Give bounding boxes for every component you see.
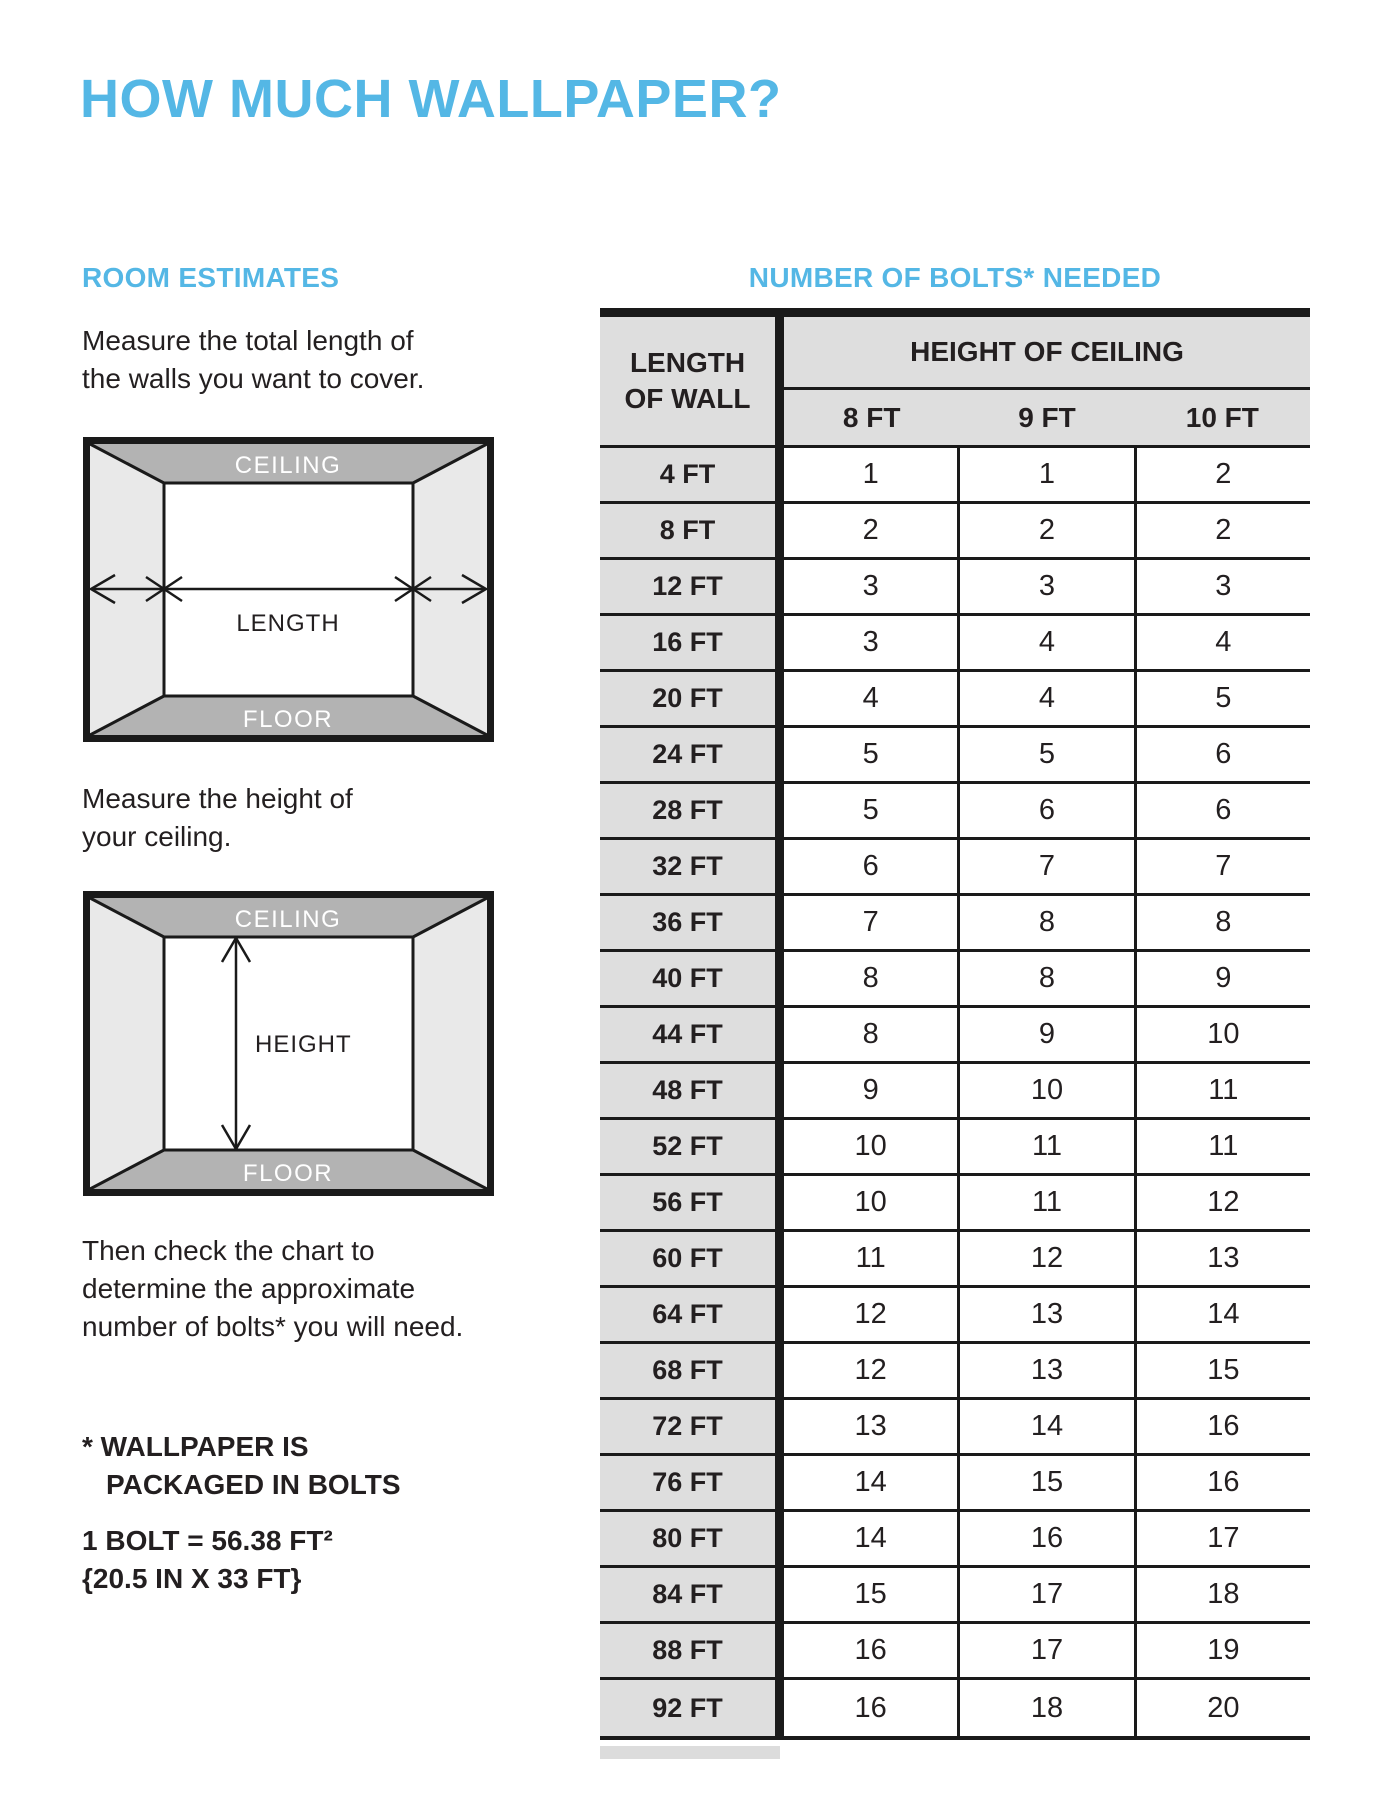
table-row	[600, 448, 1310, 504]
bolt-count-cell: 13	[960, 1288, 1136, 1341]
bolt-count-cell: 13	[784, 1400, 960, 1453]
bolt-count-cell: 8	[1137, 896, 1310, 949]
table-row	[600, 952, 1310, 1008]
bolt-count-cell: 14	[784, 1512, 960, 1565]
floor-label: FLOOR	[242, 706, 334, 733]
wall-length-label: 44 FT	[600, 1008, 784, 1061]
bolt-count-cell: 15	[960, 1456, 1136, 1509]
bolt-count-cell: 11	[960, 1120, 1136, 1173]
wall-length-label: 24 FT	[600, 728, 784, 781]
bolt-count-cell: 14	[960, 1400, 1136, 1453]
wallpaper-footnote	[82, 1428, 401, 1504]
sub-header-9ft: 9 FT	[1018, 401, 1076, 433]
table-row	[600, 672, 1310, 728]
wall-length-label: 72 FT	[600, 1400, 784, 1453]
wall-length-label: 32 FT	[600, 840, 784, 893]
table-row	[600, 1120, 1310, 1176]
bolt-count-cell: 2	[1137, 504, 1310, 557]
bolt-count-cell: 7	[960, 840, 1136, 893]
instruction-chart	[82, 1232, 463, 1346]
length-label: LENGTH	[236, 610, 340, 637]
bolt-count-cell: 5	[1137, 672, 1310, 725]
bolt-count-cell: 15	[1137, 1344, 1310, 1397]
height-of-ceiling-header: HEIGHT OF CEILING	[784, 317, 1310, 390]
bolt-count-cell: 4	[784, 672, 960, 725]
wall-length-label: 40 FT	[600, 952, 784, 1005]
table-row	[600, 1344, 1310, 1400]
instruction-chart-line2: determine the approximate	[82, 1273, 416, 1304]
table-row	[600, 1008, 1310, 1064]
table-row	[600, 1064, 1310, 1120]
table-row	[600, 840, 1310, 896]
bolt-count-cell: 20	[1137, 1680, 1310, 1736]
ceiling-header-group	[784, 317, 1310, 445]
instruction-length	[82, 322, 424, 398]
wall-length-label: 92 FT	[600, 1680, 784, 1736]
bolt-count-cell: 8	[960, 896, 1136, 949]
bolts-table	[600, 308, 1310, 1740]
instruction-length-line1: Measure the total length of	[82, 325, 414, 356]
bolt-count-cell: 3	[1137, 560, 1310, 613]
wall-length-label: 60 FT	[600, 1232, 784, 1285]
wall-length-label: 80 FT	[600, 1512, 784, 1565]
wall-length-label: 88 FT	[600, 1624, 784, 1677]
table-body	[600, 448, 1310, 1736]
bolt-count-cell: 16	[784, 1680, 960, 1736]
bolt-count-cell: 9	[1137, 952, 1310, 1005]
wall-length-label: 28 FT	[600, 784, 784, 837]
wall-length-label: 36 FT	[600, 896, 784, 949]
table-row	[600, 1624, 1310, 1680]
bolts-needed-heading: NUMBER OF BOLTS* NEEDED	[748, 262, 1162, 293]
bolt-count-cell: 16	[1137, 1400, 1310, 1453]
ceiling-label: CEILING	[234, 906, 342, 933]
page-title: HOW MUCH WALLPAPER?	[80, 69, 782, 129]
wall-length-label: 16 FT	[600, 616, 784, 669]
table-row	[600, 1176, 1310, 1232]
table-row	[600, 616, 1310, 672]
bolt-count-cell: 1	[960, 448, 1136, 501]
bolt-count-cell: 16	[784, 1624, 960, 1677]
bolt-count-cell: 9	[784, 1064, 960, 1117]
length-of-wall-line1: LENGTH	[629, 347, 746, 378]
height-label: HEIGHT	[255, 1031, 352, 1058]
room-estimates-heading: ROOM ESTIMATES	[82, 262, 340, 293]
bolt-count-cell: 17	[960, 1568, 1136, 1621]
instruction-length-line2: the walls you want to cover.	[82, 363, 425, 394]
room-height-diagram	[83, 891, 494, 1196]
bolt-count-cell: 4	[960, 616, 1136, 669]
table-row	[600, 1288, 1310, 1344]
instruction-height-line2: your ceiling.	[82, 821, 232, 852]
wall-length-label: 64 FT	[600, 1288, 784, 1341]
table-row	[600, 1456, 1310, 1512]
table-footer-tab	[600, 1746, 780, 1759]
instruction-chart-line1: Then check the chart to	[82, 1235, 375, 1266]
table-row	[600, 896, 1310, 952]
bolt-count-cell: 12	[1137, 1176, 1310, 1229]
floor-label: FLOOR	[242, 1160, 334, 1187]
sub-header-10ft: 10 FT	[1185, 401, 1259, 433]
bolt-count-cell: 6	[1137, 784, 1310, 837]
wall-length-label: 68 FT	[600, 1344, 784, 1397]
bolt-count-cell: 10	[784, 1120, 960, 1173]
bolt-count-cell: 11	[960, 1176, 1136, 1229]
bolt-count-cell: 16	[1137, 1456, 1310, 1509]
bolt-count-cell: 16	[960, 1512, 1136, 1565]
wall-length-label: 4 FT	[600, 448, 784, 501]
bolt-count-cell: 18	[1137, 1568, 1310, 1621]
wall-length-label: 76 FT	[600, 1456, 784, 1509]
bolt-count-cell: 17	[960, 1624, 1136, 1677]
bolt-count-cell: 10	[784, 1176, 960, 1229]
length-of-wall-header	[600, 317, 784, 445]
bolt-count-cell: 11	[784, 1232, 960, 1285]
bolt-count-cell: 12	[784, 1288, 960, 1341]
bolt-count-cell: 11	[1137, 1064, 1310, 1117]
bolt-count-cell: 1	[784, 448, 960, 501]
bolt-count-cell: 12	[784, 1344, 960, 1397]
bolt-count-cell: 2	[960, 504, 1136, 557]
table-row	[600, 1568, 1310, 1624]
bolt-size-line2: {20.5 IN X 33 FT}	[82, 1563, 302, 1594]
bolt-count-cell: 13	[1137, 1232, 1310, 1285]
bolt-count-cell: 15	[784, 1568, 960, 1621]
table-row	[600, 1232, 1310, 1288]
bolt-count-cell: 6	[1137, 728, 1310, 781]
wall-length-label: 84 FT	[600, 1568, 784, 1621]
bolt-count-cell: 3	[784, 560, 960, 613]
ceiling-sub-headers	[784, 390, 1310, 445]
table-row	[600, 1400, 1310, 1456]
bolt-size-info	[82, 1522, 333, 1598]
footnote-line2: PACKAGED IN BOLTS	[106, 1469, 401, 1500]
room-length-diagram	[83, 437, 494, 742]
table-row	[600, 1680, 1310, 1736]
instruction-chart-line3: number of bolts* you will need.	[82, 1311, 464, 1342]
bolt-count-cell: 17	[1137, 1512, 1310, 1565]
bolt-count-cell: 18	[960, 1680, 1136, 1736]
bolt-count-cell: 10	[1137, 1008, 1310, 1061]
wall-length-label: 48 FT	[600, 1064, 784, 1117]
wall-length-label: 52 FT	[600, 1120, 784, 1173]
bolt-count-cell: 7	[1137, 840, 1310, 893]
bolt-count-cell: 4	[960, 672, 1136, 725]
table-row	[600, 504, 1310, 560]
bolt-size-line1: 1 BOLT = 56.38 FT²	[82, 1525, 333, 1556]
bolt-count-cell: 6	[784, 840, 960, 893]
bolt-count-cell: 11	[1137, 1120, 1310, 1173]
table-row	[600, 784, 1310, 840]
bolt-count-cell: 10	[960, 1064, 1136, 1117]
bolt-count-cell: 12	[960, 1232, 1136, 1285]
bolt-count-cell: 3	[960, 560, 1136, 613]
length-of-wall-line2: OF WALL	[624, 383, 751, 414]
instruction-height	[82, 780, 353, 856]
wall-length-label: 8 FT	[600, 504, 784, 557]
bolt-count-cell: 8	[960, 952, 1136, 1005]
bolt-count-cell: 5	[960, 728, 1136, 781]
wall-length-label: 20 FT	[600, 672, 784, 725]
sub-header-8ft: 8 FT	[842, 401, 901, 433]
bolt-count-cell: 8	[784, 952, 960, 1005]
bolt-count-cell: 8	[784, 1008, 960, 1061]
footnote-line1: * WALLPAPER IS	[82, 1431, 309, 1462]
bolt-count-cell: 19	[1137, 1624, 1310, 1677]
bolt-count-cell: 3	[784, 616, 960, 669]
ceiling-label: CEILING	[234, 452, 342, 479]
bolt-count-cell: 14	[784, 1456, 960, 1509]
bolt-count-cell: 2	[1137, 448, 1310, 501]
table-row	[600, 728, 1310, 784]
bolt-count-cell: 5	[784, 784, 960, 837]
wall-length-label: 12 FT	[600, 560, 784, 613]
bolt-count-cell: 4	[1137, 616, 1310, 669]
table-header	[600, 317, 1310, 448]
instruction-height-line1: Measure the height of	[82, 783, 353, 814]
bolt-count-cell: 9	[960, 1008, 1136, 1061]
bolt-count-cell: 2	[784, 504, 960, 557]
bolt-count-cell: 13	[960, 1344, 1136, 1397]
bolt-count-cell: 14	[1137, 1288, 1310, 1341]
table-row	[600, 1512, 1310, 1568]
bolt-count-cell: 7	[784, 896, 960, 949]
bolt-count-cell: 5	[784, 728, 960, 781]
bolt-count-cell: 6	[960, 784, 1136, 837]
table-row	[600, 560, 1310, 616]
wall-length-label: 56 FT	[600, 1176, 784, 1229]
